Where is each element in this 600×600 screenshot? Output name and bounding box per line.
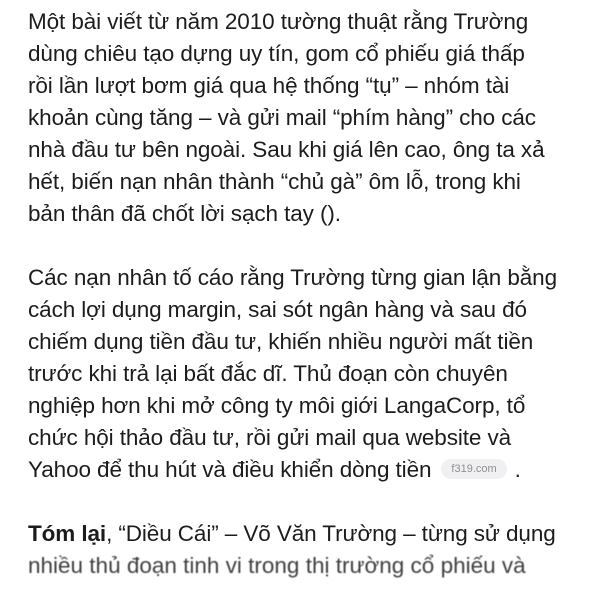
text-line: trước khi trả lại bất đắc dĩ. Thủ đoạn còn chuyên <box>28 361 508 386</box>
text-line: rồi lần lượt bơm giá qua hệ thống “tụ” – nhóm tài <box>28 73 510 98</box>
source-citation-chip[interactable]: f319.com <box>441 459 506 479</box>
text-line <box>28 518 598 550</box>
text-line-body: Yahoo để thu hút và điều khiển dòng tiền <box>28 457 432 482</box>
paragraph-gap <box>28 230 598 262</box>
text-line: chiếm dụng tiền đầu tư, khiến nhiều người mất tiền <box>28 329 534 354</box>
article-body <box>28 6 598 578</box>
trailing-period: . <box>514 457 521 482</box>
text-line: nhà đầu tư bên ngoài. Sau khi giá lên cao, ông ta xả <box>28 137 545 162</box>
paragraph-2 <box>28 262 598 486</box>
text-line: cách lợi dụng margin, sai sót ngân hàng và sau đó <box>28 297 527 322</box>
clipped-text-line <box>28 550 598 578</box>
bold-lead: Tóm lại <box>28 521 107 546</box>
paragraph-3 <box>28 518 598 578</box>
text-line: khoản cùng tăng – và gửi mail “phím hàng” cho các <box>28 105 536 130</box>
text-line-with-source <box>28 454 598 486</box>
text-line: hết, biến nạn nhân thành “chủ gà” ôm lỗ, trong khi <box>28 169 521 194</box>
text-line-body: , “Diều Cái” – Võ Văn Trường – từng sử dụng <box>106 521 556 546</box>
text-line: dùng chiêu tạo dựng uy tín, gom cổ phiếu giá thấp <box>28 41 525 66</box>
text-line: chức hội thảo đầu tư, rồi gửi mail qua website và <box>28 425 512 450</box>
paragraph-gap <box>28 486 598 518</box>
paragraph-1 <box>28 6 598 230</box>
text-line: Các nạn nhân tố cáo rằng Trường từng gian lận bằng <box>28 265 557 290</box>
text-line: Một bài viết từ năm 2010 tường thuật rằng Trường <box>28 9 529 34</box>
text-line: nghiệp hơn khi mở công ty môi giới LangaCorp, tổ <box>28 393 526 418</box>
text-line: bản thân đã chốt lời sạch tay (). <box>28 201 341 226</box>
clipped-text: nhiều thủ đoạn tinh vi trong thị trường cổ phiếu và <box>28 553 526 578</box>
